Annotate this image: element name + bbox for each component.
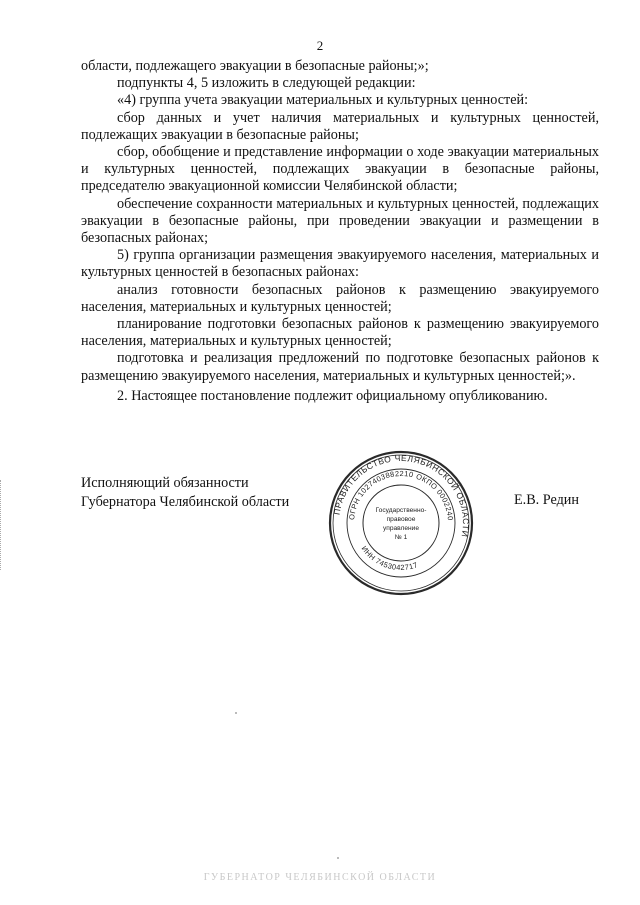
signer-name: Е.В. Редин <box>514 492 579 508</box>
paragraph-10: подготовка и реализация предложений по подготовке безопасных районов к размещению эвакуируемого населения, материальных и культурных ценностей;». <box>81 350 599 384</box>
seal-center-line3: управление <box>382 525 420 532</box>
margin-scan-marks <box>0 480 3 570</box>
page-number: 2 <box>316 38 324 53</box>
signatory-block <box>81 474 289 512</box>
paragraph-1: области, подлежащего эвакуации в безопасные районы;»; <box>81 58 429 74</box>
paragraph-3: «4) группа учета эвакуации материальных и культурных ценностей: <box>117 92 529 109</box>
paragraph-2: подпункты 4, 5 изложить в следующей редакции: <box>117 75 416 92</box>
seal-center-line4: № 1 <box>394 534 408 541</box>
paragraph-8: анализ готовности безопасных районов к размещению эвакуируемого населения, материальных и культурных ценностей; <box>81 281 599 315</box>
seal-stamp-icon <box>326 448 476 598</box>
footer-watermark: ГУБЕРНАТОР ЧЕЛЯБИНСКОЙ ОБЛАСТИ <box>203 872 437 883</box>
seal-bottom-arc-text: ИНН 7453042717 <box>359 544 419 573</box>
paragraph-9: планирование подготовки безопасных районов к размещению эвакуируемого населения, материальных и культурных ценностей; <box>81 316 599 350</box>
seal-right-arc-text: ОКПО 0002240 <box>414 471 455 522</box>
seal-outer-text: ПРАВИТЕЛЬСТВО ЧЕЛЯБИНСКОЙ ОБЛАСТИ <box>331 452 472 539</box>
paragraph-7: 5) группа организации размещения эвакуируемого населения, материальных и культурных ценностей в безопасных районах: <box>81 247 599 281</box>
seal-left-arc-text: ОГРН 1027403882210 <box>347 468 415 521</box>
signatory-title-line1: Исполняющий обязанности <box>81 475 249 491</box>
paragraph-11: 2. Настоящее постановление подлежит официальному опубликованию. <box>117 387 548 404</box>
seal-center-line1: Государственно- <box>375 507 427 514</box>
document-body <box>81 58 599 405</box>
seal-center-line2: правовое <box>386 516 416 523</box>
scan-speck <box>337 857 339 859</box>
official-seal <box>326 448 476 598</box>
paragraph-5: сбор, обобщение и представление информации о ходе эвакуации материальных и культурных ценностей, подлежащих эвакуации в безопасные районы, председателю эвакуационной комиссии Челябинской области; <box>81 144 599 195</box>
paragraph-4: сбор данных и учет наличия материальных и культурных ценностей, подлежащих эвакуации в безопасные районы; <box>81 109 599 143</box>
signatory-title-line2: Губернатора Челябинской области <box>81 494 290 510</box>
svg-text:ИНН 7453042717 <box>360 544 419 572</box>
scan-speck <box>235 712 237 714</box>
paragraph-6: обеспечение сохранности материальных и культурных ценностей, подлежащих эвакуации в безопасные районы, при проведении эвакуации и размещении в безопасных районах; <box>81 195 599 247</box>
